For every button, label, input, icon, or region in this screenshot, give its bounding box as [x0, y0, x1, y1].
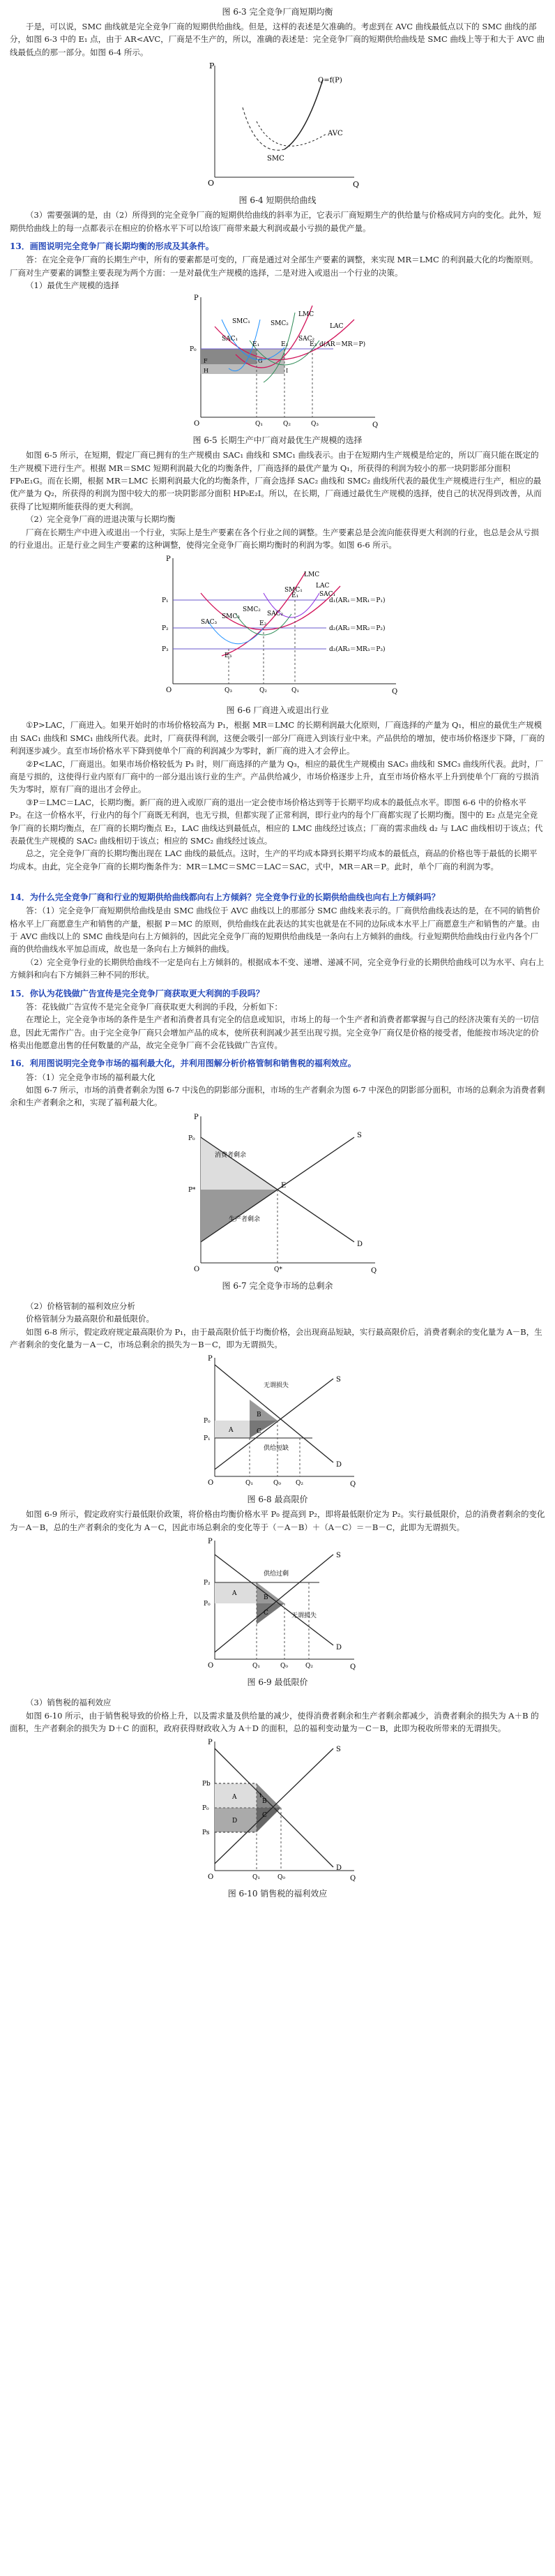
para-entry: 厂商在长期生产中进入或退出一个行业，实际上是生产要素在各个行业之间的调整。生产要素总是会流向能获得更大利润的行业，也总是会从亏损的行业退出。正是行业之间生产要素的这种调整，使得完全竞争厂商长期均衡时的利润为零。如图 6-6 所示。 — [10, 527, 539, 551]
axis-p: P — [209, 61, 215, 71]
label-smc1: SMC₁ — [232, 318, 250, 326]
label-d2: d₂(AR₂＝MR₂＝P₂) — [329, 625, 386, 633]
fig67-chart — [173, 1109, 382, 1277]
fig66-caption: 图 6-6 厂商进入或退出行业 — [226, 705, 329, 716]
label-sac2: SAC₂ — [298, 336, 315, 343]
label-sac1: SAC₁ — [319, 591, 336, 599]
label-t: t — [259, 1792, 262, 1800]
area-b — [250, 1400, 278, 1421]
answer-15-1: 答：花钱做广告宣传不是完全竞争厂商获取更大利润的手段，分析如下： — [26, 1001, 282, 1012]
axis-p: P — [194, 1113, 199, 1121]
label-h: H — [204, 368, 208, 375]
label-d: D — [336, 1644, 342, 1652]
label-e2: E₂ — [281, 341, 289, 349]
axis-p: P — [194, 294, 199, 303]
label-b: B — [264, 1594, 268, 1602]
label-i: I — [286, 368, 289, 375]
label-e1: E₁ — [291, 592, 299, 600]
label-a: A — [232, 1794, 237, 1802]
tick-q: Q* — [274, 1266, 282, 1273]
question-16: 16．利用图说明完全竞争市场的福利最大化，并利用图解分析价格管制和销售税的福利效应。 — [10, 1058, 356, 1069]
label-s: S — [336, 1746, 341, 1754]
fig65-chart — [173, 292, 382, 431]
origin: O — [208, 179, 215, 188]
answer-16-2: 如图 6-7 所示，市场的消费者剩余为图 6-7 中浅色的阴影部分面积，市场的生产者剩余为图 6-7 中深色的阴影部分面积，市场的总剩余为消费者剩余和生产者剩余之和，实现了福利最大化。 — [10, 1084, 545, 1108]
question-13: 13．画图说明完全竞争厂商长期均衡的形成及其条件。 — [10, 241, 214, 251]
para-65: 如图 6-5 所示，在短期，假定厂商已拥有的生产规模由 SAC₁ 曲线和 SMC₁ 曲线表示。由于在短期内生产规模是给定的，所以厂商只能在既定的生产规模下进行生产。根据 MR＝SMC 短期利润最大化的均衡条件，厂商选择的最优产量为 Q₁，所获得的利润为较小的那一块阴影部分面积 FP₀E₁G。而在长期，根据 MR＝LMC 长期利润最大化的均衡条件，厂商会选择 SAC₂ 曲线和 SMC₂ 曲线所代表的最优生产规模进行生产，相应的最优产量为 Q₂，所获得的利润为图中较大的那一块阴影部分面积 HP₀E₂I。所以，在长期，厂商通过最优生产规模的选择，使自己的状况得到改善，从而获得了比短期所能获得的更大利润。 — [10, 450, 542, 511]
question-14: 14．为什么完全竞争厂商和行业的短期供给曲线都向右上方倾斜？完全竞争行业的长期供给曲线也向右上方倾斜吗？ — [10, 892, 440, 903]
label-ps: 生产者剩余 — [229, 1215, 261, 1223]
label-c: C — [257, 1428, 261, 1436]
answer-14-2: （2）完全竞争行业的长期供给曲线不一定是向右上方倾斜的。根据成本不变、递增、递减不同，完全竞争行业的长期供给曲线可以为水平、向右上方倾斜和向右下方倾斜三种不同的形状。 — [10, 957, 545, 980]
label-a: A — [229, 1427, 234, 1435]
origin: O — [208, 1662, 214, 1670]
label-b: B — [257, 1411, 261, 1419]
origin: O — [194, 420, 200, 428]
area-b — [257, 1582, 284, 1603]
tick-p2: P₂ — [162, 625, 169, 633]
label-cs: 消费者剩余 — [215, 1151, 247, 1159]
label-smc2: SMC₂ — [271, 320, 289, 328]
para-66-1: ①P>LAC，厂商进入。如果开始时的市场价格较高为 P₁，根据 MR＝LMC 的长期利润最大化原则，厂商选择的产量为 Q₁，相应的最优生产规模由 SAC₁ 曲线和 SMC₁ 曲线所代表。此时，厂商获得利润，这便会吸引一部分厂商进入到该行业中来。产品供给的增加，使市场价格逐步下降，厂商的利润逐步减少。直至市场价格水平下降到使单个厂商的利润减少为零时，新厂商的进入才会停止。 — [10, 720, 545, 756]
para-66-4: 总之，完全竞争厂商的长期均衡出现在 LAC 曲线的最低点。这时，生产的平均成本降到长期平均成本的最低点，商品的价格也等于最低的长期平均成本。由此，完全竞争厂商的长期均衡条件为：MR＝LMC＝SMC＝LAC＝SAC，式中，MR＝AR＝P。此时，单个厂商的利润为零。 — [10, 848, 538, 871]
label-shortage: 供给短缺 — [264, 1445, 289, 1453]
label-smc3: SMC₃ — [222, 613, 240, 621]
tick-q2: Q₂ — [305, 1663, 313, 1670]
tick-p0: P₀ — [190, 346, 197, 354]
fig67-caption: 图 6-7 完全竞争市场的总剩余 — [222, 1280, 333, 1291]
answer-16-7: （3）销售税的福利效应 — [26, 1698, 112, 1708]
axis-p: P — [208, 1355, 213, 1363]
answer-13-1b: （1）最优生产规模的选择 — [26, 280, 119, 290]
fig69-caption: 图 6-9 最低限价 — [247, 1677, 308, 1688]
tick-pb: Pb — [202, 1781, 211, 1788]
axis-p: P — [166, 555, 171, 564]
origin: O — [166, 687, 172, 695]
label-e2: E₂ — [259, 620, 267, 628]
question-15: 15．你认为花钱做广告宣传是完全竞争厂商获取更大利润的手段吗？ — [10, 988, 264, 998]
fig66-chart — [145, 551, 410, 701]
label-lmc: LMC — [304, 571, 320, 579]
tick-q1: Q₁ — [252, 1874, 260, 1882]
label-smc2: SMC₂ — [243, 606, 261, 614]
fig63-caption: 图 6-3 完全竞争厂商短期均衡 — [222, 7, 333, 17]
axis-p: P — [208, 1538, 213, 1546]
tick-q1: Q₁ — [291, 687, 299, 695]
label-dwl: 无谓损失 — [264, 1382, 289, 1390]
para-66-3: ③P＝LMC＝LAC，长期均衡。新厂商的进入或原厂商的退出一定会使市场价格达到等于长期平均成本的最低点水平。即图 6-6 中的价格水平 P₂。在这一价格水平，行业内的每个厂商既无利润，也无亏损，但都实现了正常利润，即行业内的每个厂商都实现了长期均衡。图中的 E₂ 点是完全竞争厂商的长期均衡点，在厂商的长期均衡点 E₂，LAC 曲线达到最低点，相应的 LMC 曲线经过该点；厂商的需求曲线 d₂ 与 LAC 曲线相切于该点；代表最优生产规模的 SAC₂ 曲线相切于该点；相应的 SMC₂ 曲线经过该点。 — [10, 797, 543, 846]
avc-curve — [257, 121, 326, 146]
label-f: F — [204, 358, 208, 365]
para-intro: 于是，可以说，SMC 曲线就是完全竞争厂商的短期供给曲线。但是，这样的表述是欠准确的。考虑到在 AVC 曲线最低点以下的 SMC 曲线的部分，如图 6-3 中的 E₁ 点，由于 AR<AVC，厂商是不生产的，所以，准确的表述是：完全竞争厂商的短期供给曲线是 SMC 曲线上等于和大于 AVC 曲线最低点的那一部分。如图 6-4 所示。 — [10, 22, 545, 57]
tick-q0: Q₀ — [280, 1663, 288, 1670]
fig68-caption: 图 6-8 最高限价 — [247, 1495, 308, 1505]
fig65-caption: 图 6-5 长期生产中厂商对最优生产规模的选择 — [192, 435, 363, 446]
label-e3: E₃ — [225, 652, 232, 660]
answer-13-2: （2）完全竞争厂商的进退决策与长期均衡 — [26, 514, 176, 525]
answer-16-8: 如图 6-10 所示，由于销售税导致的价格上升，以及需求量及供给量的减少，使得消费者剩余和生产者剩余都减少，消费者剩余的损失为 A＋B 的面积，生产者剩余的损失为 D＋C 的面积，政府获得财政收入为 A＋D 的面积，总的福利变动量为－C－B，此即为税收所带来的无谓损失。 — [10, 1710, 539, 1733]
fig68-chart — [194, 1351, 361, 1490]
axis-q: Q — [350, 1875, 356, 1883]
fig610-chart — [194, 1735, 361, 1885]
label-sac3: SAC₃ — [201, 619, 218, 627]
tick-p3: P₃ — [162, 646, 169, 654]
tick-q2: Q₂ — [283, 421, 291, 428]
label-d: D — [357, 1240, 363, 1248]
para-63-3: （3）需要强调的是，由（2）所得到的完全竞争厂商的短期供给曲线的斜率为正，它表示厂商短期生产的供给量与价格成同方向的变化。此外，短期供给曲线上的每一点都表示在相应的价格水平下可以给该厂商带来最大利润或最小亏损的最优产量。 — [10, 210, 542, 233]
tick-ps: Ps — [202, 1829, 210, 1837]
origin: O — [194, 1265, 200, 1273]
axis-q: Q — [392, 688, 398, 696]
tick-q2: Q₂ — [296, 1480, 303, 1488]
tick-p0: P₀ — [188, 1135, 195, 1142]
fig64-chart — [194, 59, 361, 191]
axis-q: Q — [353, 180, 360, 190]
fig69-chart — [194, 1534, 361, 1673]
label-dd: D — [232, 1818, 238, 1825]
answer-15-2: 在理论上，完全竞争市场的条件是生产者和消费者具有完全的信息或知识，市场上的每一个生产者和消费者都掌握与自己的经济决策有关的一切信息，因此无需作广告。由于完全竞争厂商只会增加产品的成本，使所获利润减少甚至出现亏损。完全竞争厂商仅是价格的接受者，他能按市场决定的价格卖出他愿意出售的任何数量的产品，故完全竞争厂商不会花钱做广告宣传。 — [10, 1014, 539, 1051]
axis-q: Q — [372, 421, 379, 430]
tick-q2: Q₂ — [259, 687, 267, 695]
tick-p0: P₀ — [204, 1418, 211, 1425]
fig64-caption: 图 6-4 短期供给曲线 — [238, 195, 317, 206]
tick-q3: Q₃ — [225, 687, 232, 695]
label-sac1: SAC₁ — [222, 336, 238, 343]
q-label: Q=f(P) — [318, 77, 342, 85]
label-d1: d₁(AR₁＝MR₁＝P₁) — [329, 597, 386, 605]
tick-p0: P₀ — [202, 1805, 209, 1813]
smc-label: SMC — [267, 155, 284, 163]
label-a: A — [232, 1590, 237, 1598]
label-sac2: SAC₂ — [267, 611, 284, 618]
label-g: G — [258, 358, 263, 365]
axis-q: Q — [371, 1266, 377, 1275]
fig610-caption: 图 6-10 销售税的福利效应 — [227, 1889, 328, 1899]
label-e3: E₃ — [310, 341, 317, 349]
tick-q3: Q₃ — [311, 421, 319, 428]
label-dwl: 无谓损失 — [291, 1612, 317, 1620]
tick-q0: Q₀ — [278, 1874, 285, 1882]
tick-q1: Q₁ — [255, 421, 263, 428]
tick-q1: Q₁ — [252, 1663, 260, 1670]
answer-16-1: 答：（1）完全竞争市场的福利最大化 — [26, 1072, 155, 1082]
label-lac: LAC — [330, 323, 344, 331]
label-s: S — [336, 1552, 341, 1560]
label-lac: LAC — [316, 583, 330, 590]
avc-label: AVC — [328, 130, 343, 138]
label-c: C — [264, 1610, 268, 1617]
origin: O — [208, 1479, 214, 1488]
label-d: d(AR＝MR＝P) — [319, 341, 366, 349]
tick-p0: P₀ — [204, 1601, 211, 1608]
axis-p: P — [208, 1739, 213, 1747]
label-b: B — [262, 1798, 267, 1806]
tick-p1: P₁ — [204, 1435, 211, 1443]
label-lmc: LMC — [298, 311, 314, 319]
label-s: S — [357, 1131, 362, 1139]
label-s: S — [336, 1376, 341, 1384]
tick-q1: Q₁ — [245, 1480, 253, 1488]
origin: O — [208, 1873, 214, 1882]
label-e: E — [281, 1181, 287, 1190]
answer-13-1: 答：在完全竞争厂商的长期生产中，所有的要素都是可变的，厂商是通过对全部生产要素的调整，来实现 MR＝LMC 的利润最大化的均衡原则。厂商对生产要素的调整主要表现为两个方面：一是对最优生产规模的选择，二是对进入或退出一个行业的决策。 — [10, 255, 538, 278]
answer-14-1: 答：（1）完全竞争厂商短期供给曲线是由 SMC 曲线位于 AVC 曲线以上的那部分 SMC 曲线来表示的。厂商供给曲线表达的是，在不同的销售价格水平上厂商愿意生产和销售的产量，根据 P＝MC 的原则，供给曲线在此表达的其实也就是在不同的边际成本水平上厂商愿意生产和销售的产量。由于 AVC 曲线以上的 SMC 曲线是向右上方倾斜的，因此完全竞争厂商的短期供给曲线是一条向右上方倾斜的曲线。行业短期供给曲线由行业内各个厂商的供给曲线水平加总而成，故也是一条向右上方倾斜的曲线。 — [10, 906, 540, 954]
label-smc1: SMC₁ — [284, 587, 303, 594]
axis-q: Q — [350, 1481, 356, 1489]
label-d: D — [336, 1461, 342, 1469]
para-66-2: ②P<LAC，厂商退出。如果市场价格较低为 P₃ 时，则厂商选择的产量为 Q₃，相应的最优生产规模由 SAC₃ 曲线和 SMC₃ 曲线所代表。此时，厂商是亏损的，这使得行业内原有厂商中的一部分退出该行业的生产。产品供给减少，市场价格逐步上升，直至市场价格水平上升到使单个厂商的亏损消失为零时，原有厂商的退出才会停止。 — [10, 758, 544, 795]
answer-16-4: 价格管制分为最高限价和最低限价。 — [26, 1314, 154, 1324]
smc-dashed — [243, 107, 284, 150]
tick-p2: P₂ — [204, 1580, 211, 1587]
answer-16-3: （2）价格管制的福利效应分析 — [26, 1301, 135, 1311]
label-c: C — [262, 1812, 267, 1820]
label-e1: E₁ — [252, 341, 260, 349]
tick-q0: Q₀ — [273, 1480, 281, 1488]
tick-pe: P* — [188, 1186, 196, 1194]
label-d: D — [336, 1864, 342, 1873]
tick-p1: P₁ — [162, 597, 169, 605]
axis-q: Q — [350, 1663, 356, 1672]
answer-16-5: 如图 6-8 所示，假定政府规定最高限价为 P₁，由于最高限价低于均衡价格，会出现商品短缺，实行最高限价后，消费者剩余的变化量为 A－B，生产者剩余的变化量为－A－C，市场总剩余的损失为－B－C，即为无谓损失。 — [10, 1326, 542, 1349]
answer-16-6: 如图 6-9 所示，假定政府实行最低限价政策，将价格由均衡价格水平 P₀ 提高到 P₂，即将最低限价定为 P₂。实行最低限价，总的消费者剩余的变化为－A－B，总的生产者剩余的变化为 A－C，因此市场总剩余的变化等于（－A－B）＋（A－C）＝－B－C，此即为无谓损失。 — [10, 1509, 545, 1532]
area-c — [250, 1421, 278, 1438]
label-surplus: 供给过剩 — [264, 1571, 289, 1578]
label-d3: d₃(AR₃＝MR₃＝P₃) — [329, 646, 386, 654]
